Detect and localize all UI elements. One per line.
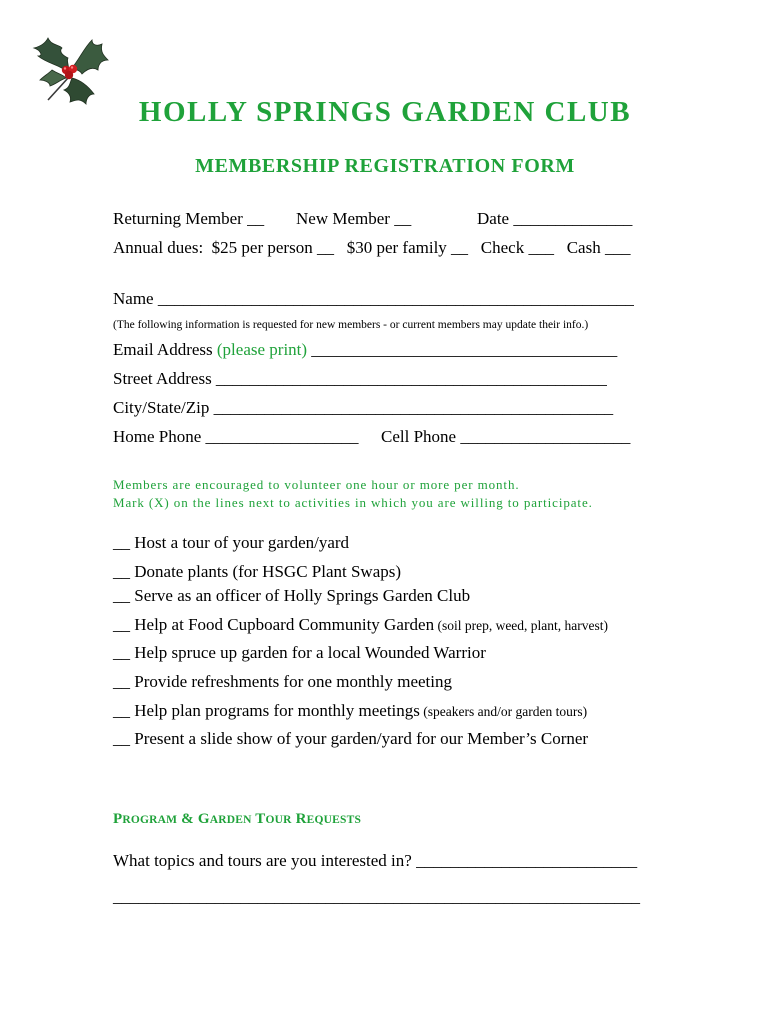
volunteer-item[interactable]: __ Help plan programs for monthly meetings (speakers and/or garden tours)	[113, 701, 588, 720]
volunteer-item[interactable]: __ Help spruce up garden for a local Wounded Warrior	[113, 643, 486, 662]
annual-dues-options[interactable]: Annual dues: $25 per person __ $30 per family __ Check ___ Cash ___	[113, 238, 631, 257]
new-member-field[interactable]: New Member __	[296, 209, 412, 228]
city-state-zip-field[interactable]: City/State/Zip _______________________________________________	[113, 398, 614, 417]
volunteer-notice-2: Mark (X) on the lines next to activities in which you are willing to participate.	[113, 495, 593, 510]
home-phone-field[interactable]: Home Phone __________________	[113, 427, 359, 446]
topics-answer-line[interactable]: ______________________________________________________________	[113, 887, 640, 906]
program-requests-heading: PROGRAM & GARDEN TOUR REQUESTS	[113, 811, 362, 827]
volunteer-item[interactable]: __ Host a tour of your garden/yard	[113, 533, 350, 552]
form-subtitle: MEMBERSHIP REGISTRATION FORM	[195, 155, 575, 177]
volunteer-item[interactable]: __ Provide refreshments for one monthly meeting	[113, 672, 452, 691]
page-title: HOLLY SPRINGS GARDEN CLUB	[138, 96, 632, 128]
volunteer-item[interactable]: __ Serve as an officer of Holly Springs Garden Club	[113, 586, 471, 605]
email-field[interactable]	[113, 340, 617, 360]
volunteer-item[interactable]: __ Donate plants (for HSGC Plant Swaps)	[113, 562, 402, 581]
date-field[interactable]: Date ______________	[477, 209, 633, 228]
topics-question-field[interactable]: What topics and tours are you interested in? __________________________	[113, 851, 638, 870]
returning-member-field[interactable]: Returning Member __	[113, 209, 265, 228]
email-label: Email Address	[113, 340, 217, 359]
info-note: (The following information is requested for new members - or current members may update their info.)	[113, 319, 589, 331]
name-field[interactable]: Name ________________________________________________________	[113, 289, 634, 308]
volunteer-item[interactable]: __ Help at Food Cupboard Community Garden (soil prep, weed, plant, harvest)	[113, 615, 609, 634]
volunteer-notice-1: Members are encouraged to volunteer one hour or more per month.	[113, 477, 520, 492]
volunteer-item[interactable]: __ Present a slide show of your garden/yard for our Member’s Corner	[113, 729, 589, 748]
email-line: ____________________________________	[307, 340, 618, 359]
email-hint: (please print)	[216, 340, 308, 359]
street-address-field[interactable]: Street Address ______________________________________________	[113, 369, 607, 388]
cell-phone-field[interactable]: Cell Phone ____________________	[381, 427, 631, 446]
